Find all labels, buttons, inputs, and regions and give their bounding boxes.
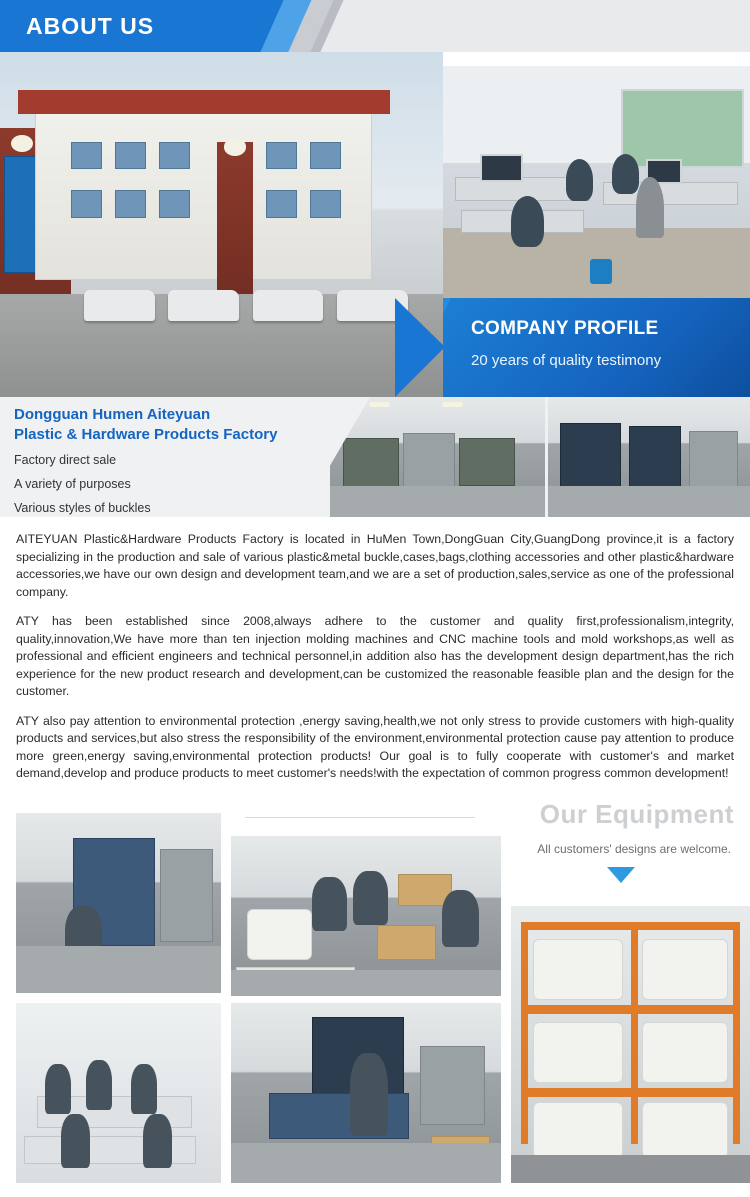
- name-band-bullet-3: Various styles of buckles: [14, 501, 151, 515]
- company-name-line-2: Plastic & Hardware Products Factory: [14, 426, 278, 443]
- office-workstations-photo: [443, 66, 750, 298]
- company-profile-subtitle: 20 years of quality testimony: [471, 352, 662, 369]
- parked-car-2: [168, 290, 239, 321]
- blue-bucket: [590, 259, 611, 285]
- office-worker-1: [511, 196, 545, 247]
- worker-2: [353, 871, 388, 925]
- packing-workers-photo: [231, 836, 501, 996]
- gate-lamp-left: [11, 135, 33, 152]
- office-worker-2: [566, 159, 594, 201]
- worker-3: [131, 1064, 158, 1114]
- factory-roof: [18, 90, 390, 114]
- body-paragraph-1: AITEYUAN Plastic&Hardware Products Factory is located in HuMen Town,DongGuan City,GuangDong province,it is a factory specializing in the production and sale of various plastic&metal buckle,cases,bags,clothing accessories and other plastic&hardware accessories,we have our own design and development team,and we are a set of production,sales,service as one of the professional company.: [16, 532, 734, 599]
- standing-fan: [636, 177, 664, 237]
- company-profile-band: [443, 298, 750, 397]
- equipment-title: Our Equipment: [539, 798, 734, 829]
- assembly-line-workers-photo: [16, 1003, 221, 1183]
- name-band-bullet-2: A variety of purposes: [14, 477, 131, 491]
- worker-1: [45, 1064, 72, 1114]
- worker-5: [143, 1114, 172, 1168]
- worker-2: [86, 1060, 113, 1110]
- worker: [350, 1053, 388, 1136]
- top-photo-collage: [0, 52, 750, 397]
- worker-1: [312, 877, 347, 931]
- office-worker-3: [612, 154, 640, 193]
- company-name-band: [0, 397, 750, 517]
- warehouse-raw-material-photo: [511, 906, 750, 1183]
- body-paragraph-3: ATY also pay attention to environmental protection ,energy saving,health,we not only stress to provide customers with high-quality products and services,but also stress the responsibility of the environment,environmental protection cause pay attention to produce more green,energy saving,environmental protection products! Our goal is to fully cooperate with customer's and market demand,develop and produce products to meet customer's needs!with the expectation of common progress common development!: [16, 713, 734, 780]
- equipment-divider: [245, 817, 475, 818]
- down-arrow-icon: [607, 867, 635, 883]
- profile-band-arrow: [395, 298, 445, 397]
- machine-operator-photo: [231, 1003, 501, 1183]
- factory-exterior-photo: [0, 52, 443, 397]
- molding-machines-photo: [548, 397, 750, 517]
- equipment-subtitle: All customers' designs are welcome.: [537, 841, 731, 856]
- name-band-wedge: [300, 397, 370, 517]
- page-header: [0, 0, 750, 52]
- equipment-section: [0, 799, 750, 1197]
- parked-car-1: [84, 290, 155, 321]
- parked-car-3: [253, 290, 324, 321]
- company-profile-title: COMPANY PROFILE: [471, 318, 659, 339]
- about-body-text: [0, 517, 750, 793]
- name-band-bullet-1: Factory direct sale: [14, 453, 117, 467]
- monitor-1: [480, 154, 523, 182]
- company-name-line-1: Dongguan Humen Aiteyuan: [14, 406, 211, 423]
- body-paragraph-2: ATY has been established since 2008,always adhere to the customer and quality first,professionalism,integrity, quality,innovation,We have more than ten injection molding machines and CNC machine tools and mold workshops,as well as professional and efficient engineers and technical personnel,in addition also has the development design department,has the rich experience for the new product research and development,can be customized the reasonable feasible plan and the design for the customer.: [16, 614, 734, 698]
- page-title: ABOUT US: [26, 13, 155, 39]
- injection-machine-operator-photo: [16, 813, 221, 993]
- office-window: [621, 89, 744, 168]
- worker-3: [442, 890, 480, 948]
- worker-4: [61, 1114, 90, 1168]
- gate-lamp-right: [224, 138, 246, 155]
